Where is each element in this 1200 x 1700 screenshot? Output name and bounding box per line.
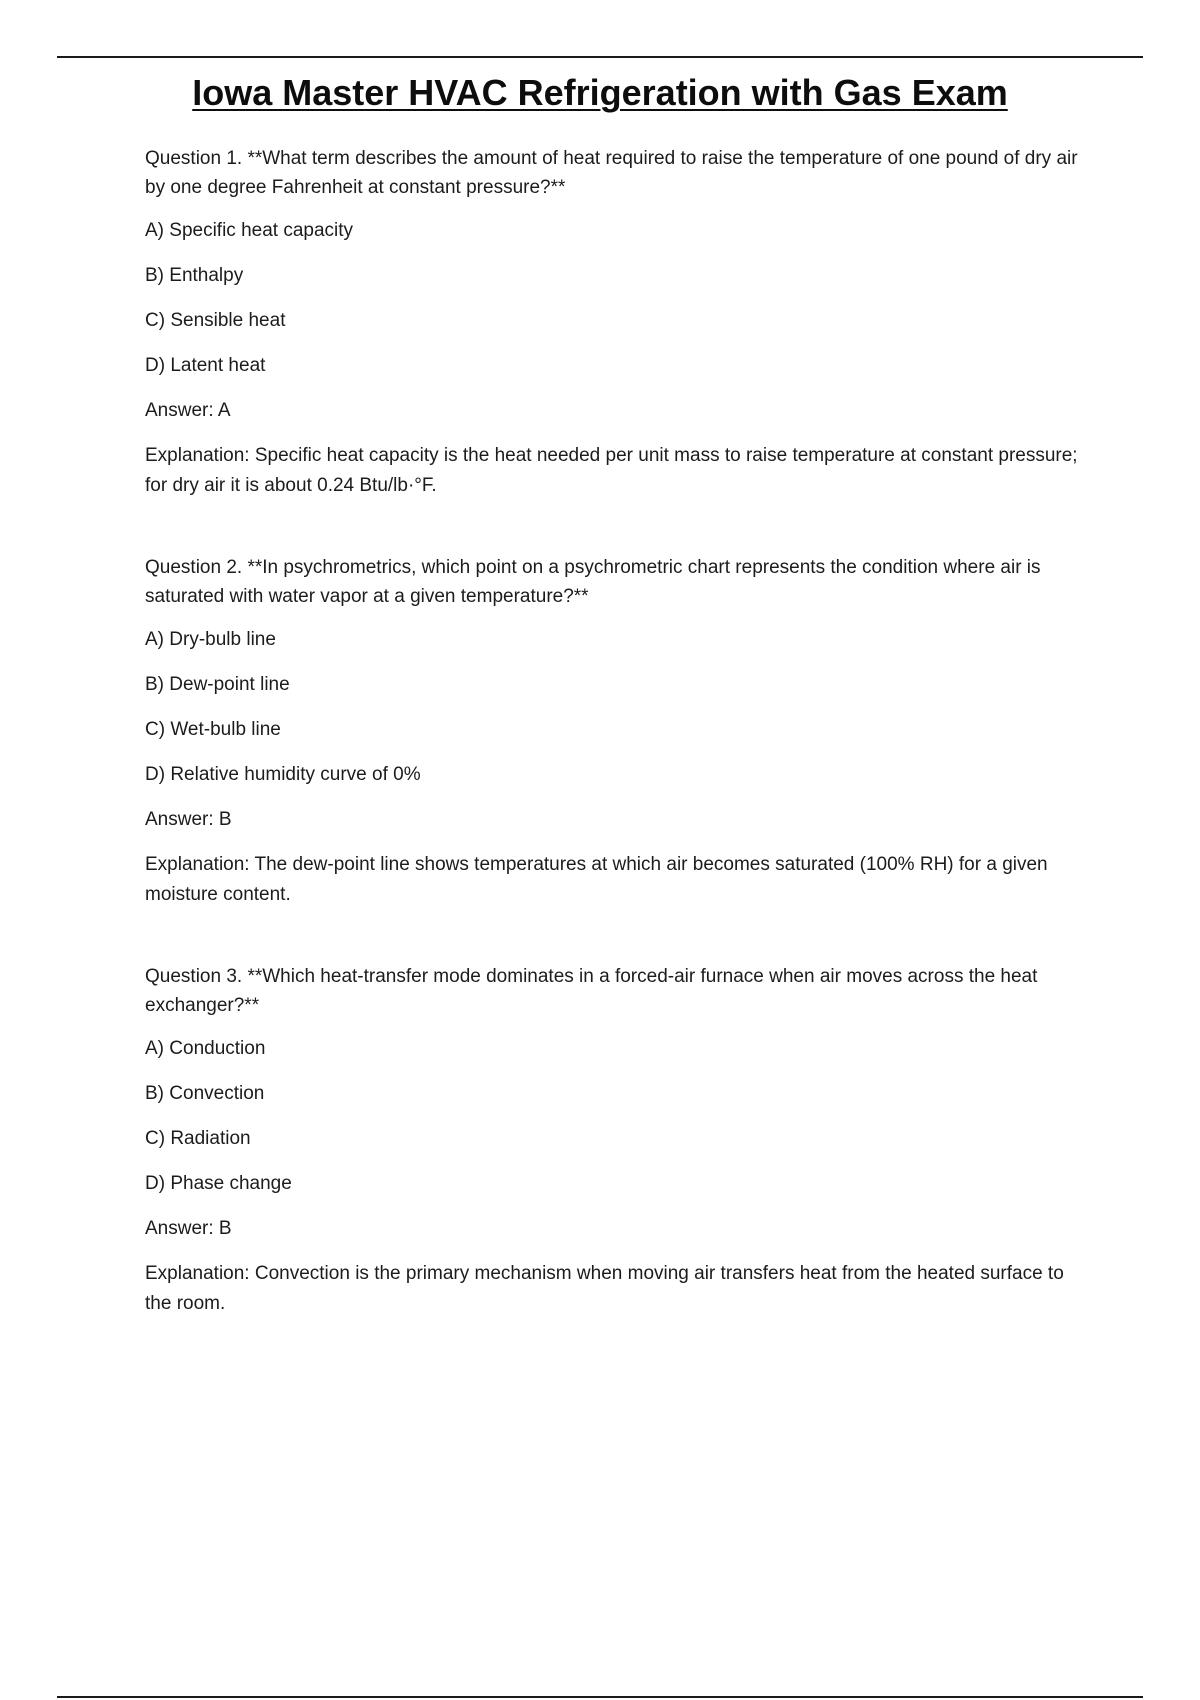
question-block-1 [145, 144, 1090, 501]
answer-line: Answer: B [145, 809, 232, 830]
question-list [145, 144, 1090, 1371]
option-c: C) Wet-bulb line [145, 719, 281, 740]
explanation-text: Explanation: Specific heat capacity is the heat needed per unit mass to raise temperature at constant pressure; for dry air it is about 0.24 Btu/lb·°F. [145, 445, 1078, 496]
question-text: Question 3. **Which heat-transfer mode dominates in a forced-air furnace when air moves across the heat exchanger?** [145, 966, 1038, 1016]
option-a: A) Dry-bulb line [145, 629, 276, 650]
question-text: Question 2. **In psychrometrics, which point on a psychrometric chart represents the condition where air is saturated with water vapor at a given temperature?** [145, 557, 1041, 607]
option-b: B) Convection [145, 1083, 265, 1104]
option-c: C) Sensible heat [145, 310, 286, 331]
question-block-2 [145, 553, 1090, 910]
option-d: D) Latent heat [145, 355, 266, 376]
page-title: Iowa Master HVAC Refrigeration with Gas Exam [192, 72, 1008, 113]
option-a: A) Specific heat capacity [145, 220, 354, 241]
question-block-3 [145, 962, 1090, 1319]
answer-line: Answer: B [145, 1218, 232, 1239]
option-c: C) Radiation [145, 1128, 251, 1149]
option-d: D) Phase change [145, 1173, 292, 1194]
option-b: B) Dew-point line [145, 674, 290, 695]
explanation-text: Explanation: Convection is the primary mechanism when moving air transfers heat from the heated surface to the room. [145, 1263, 1064, 1314]
answer-line: Answer: A [145, 400, 231, 421]
question-text: Question 1. **What term describes the amount of heat required to raise the temperature of one pound of dry air by one degree Fahrenheit at constant pressure?** [145, 148, 1078, 198]
explanation-text: Explanation: The dew-point line shows temperatures at which air becomes saturated (100% RH) for a given moisture content. [145, 854, 1048, 905]
top-divider [57, 56, 1143, 58]
option-a: A) Conduction [145, 1038, 266, 1059]
option-d: D) Relative humidity curve of 0% [145, 764, 421, 785]
bottom-divider [57, 1696, 1143, 1698]
option-b: B) Enthalpy [145, 265, 244, 286]
